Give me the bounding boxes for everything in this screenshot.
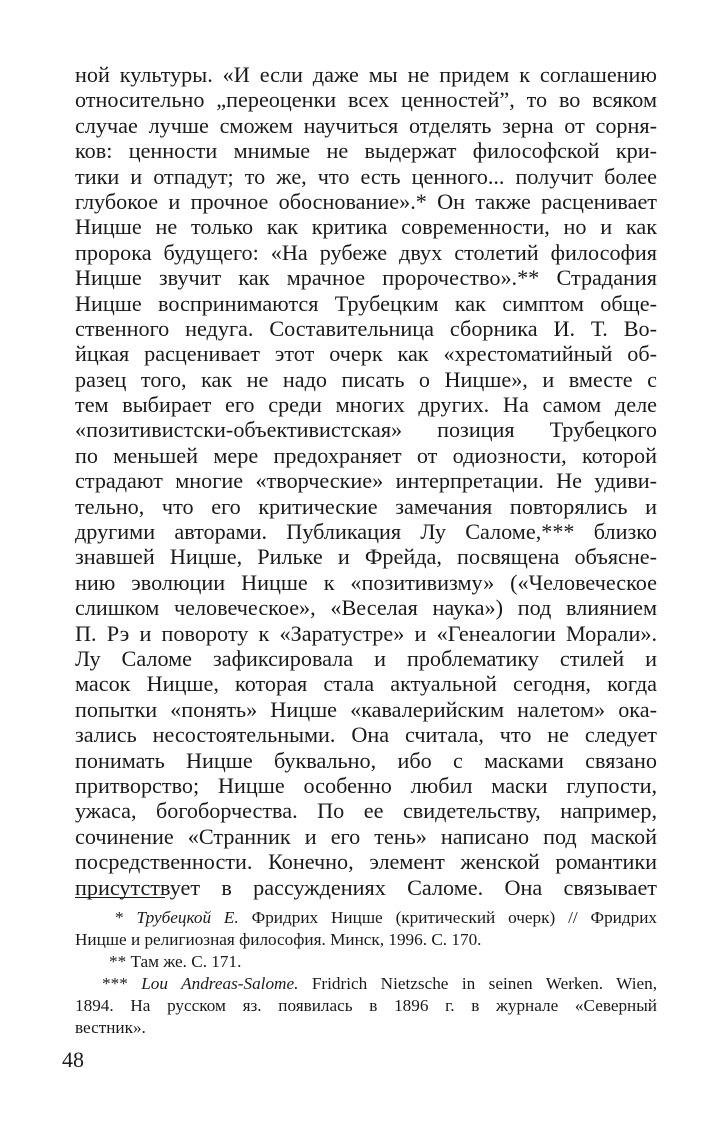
text-line: ной культуры. «И если даже мы не придем к соглашению [75, 62, 657, 87]
footnote-marker: *** [102, 974, 128, 993]
text-line: случае лучше сможем научиться отделять зерна от сорня- [75, 112, 657, 138]
text-line: нию эволюции Ницше к «позитивизму» («Человеческое [75, 569, 657, 595]
footnote-1-line-1 [75, 907, 657, 929]
text-line: знавшей Ницше, Рильке и Фрейда, посвящена объясне- [75, 544, 657, 570]
footnote-author: Трубецкой Е. [136, 908, 239, 927]
text-line: притворство; Ницше особенно любил маски глупости, [75, 772, 657, 798]
footnote-3-line-2: 1894. На русском яз. появилась в 1896 г. в журнале «Северный [75, 996, 657, 1015]
footnote-author: Lou Andreas-Salome. [141, 974, 299, 993]
footnote-text: Фридрих Ницше (критический очерк) // Фридрих [251, 908, 657, 927]
text-line: «позитивистски-объективистская» позиция Трубецкого [75, 417, 657, 443]
footnote-3-line-3: вестник». [75, 1018, 146, 1037]
footnote-3-line-1 [75, 973, 657, 995]
text-line: попытки «понять» Ницше «кавалерийским налетом» ока- [75, 696, 657, 722]
text-line: масок Ницше, которая стала актуальной сегодня, когда [75, 671, 657, 697]
footnote-marker: * [115, 908, 124, 927]
text-line: зались несостоятельными. Она считала, что не следует [75, 722, 657, 748]
text-line: тики и отпадут; то же, что есть ценного... получит более [75, 163, 657, 189]
text-line: посредственности. Конечно, элемент женской романтики [75, 849, 657, 875]
text-line: ков: ценности мнимые не выдержат философской кри- [75, 138, 657, 164]
footnotes [75, 907, 657, 1039]
text-line: слишком человеческое», «Веселая наука») под влиянием [75, 595, 657, 621]
text-line: Ницше не только как критика современности, но и как [75, 214, 657, 240]
text-line: сочинение «Странник и его тень» написано под маской [75, 823, 657, 849]
footnote-separator [75, 897, 165, 898]
text-line: тельно, что его критические замечания повторялись и [75, 493, 657, 519]
text-line: ственного недуга. Составительница сборника И. Т. Во- [75, 315, 657, 341]
text-line: Лу Саломе зафиксировала и проблематику стилей и [75, 645, 657, 671]
text-line: по меньшей мере предохраняет от одиозности, которой [75, 442, 657, 468]
footnote-text: Там же. С. 171. [130, 952, 242, 971]
page-number: 48 [62, 1047, 84, 1072]
text-line: тем выбирает его среди многих других. На самом деле [75, 392, 657, 418]
text-line: Ницше звучит как мрачное пророчество».** Страдания [75, 265, 657, 291]
footnote-marker: ** [109, 952, 127, 971]
text-line: глубокое и прочное обоснование».* Он также расценивает [75, 188, 657, 214]
text-line: страдают многие «творческие» интерпретации. Не удиви- [75, 468, 657, 494]
footnote-text: Fridrich Nietzsche in seinen Werken. Wien, [311, 974, 657, 993]
text-line: разец того, как не надо писать о Ницше», и вместе с [75, 366, 657, 392]
footnote-2 [75, 951, 657, 973]
text-line: П. Рэ и повороту к «Заратустре» и «Генеалогии Морали». [75, 620, 657, 646]
main-text [75, 62, 657, 900]
text-line: Ницше воспринимаются Трубецким как симптом обще- [75, 290, 657, 316]
text-line: присутствует в рассуждениях Саломе. Она связывает [75, 874, 657, 900]
footnote-1-line-2: Ницше и религиозная философия. Минск, 1996. С. 170. [75, 930, 482, 949]
text-line: пророка будущего: «На рубеже двух столетий философия [75, 239, 657, 265]
text-line: йцкая расценивает этот очерк как «хрестоматийный об- [75, 341, 657, 367]
text-line: другими авторами. Публикация Лу Саломе,*** близко [75, 519, 657, 545]
text-line: ужаса, богоборчества. По ее свидетельству, например, [75, 798, 657, 824]
text-line: понимать Ницше буквально, ибо с масками связано [75, 747, 657, 773]
text-line: относительно „переоценки всех ценностей”, то во всяком [75, 87, 657, 113]
